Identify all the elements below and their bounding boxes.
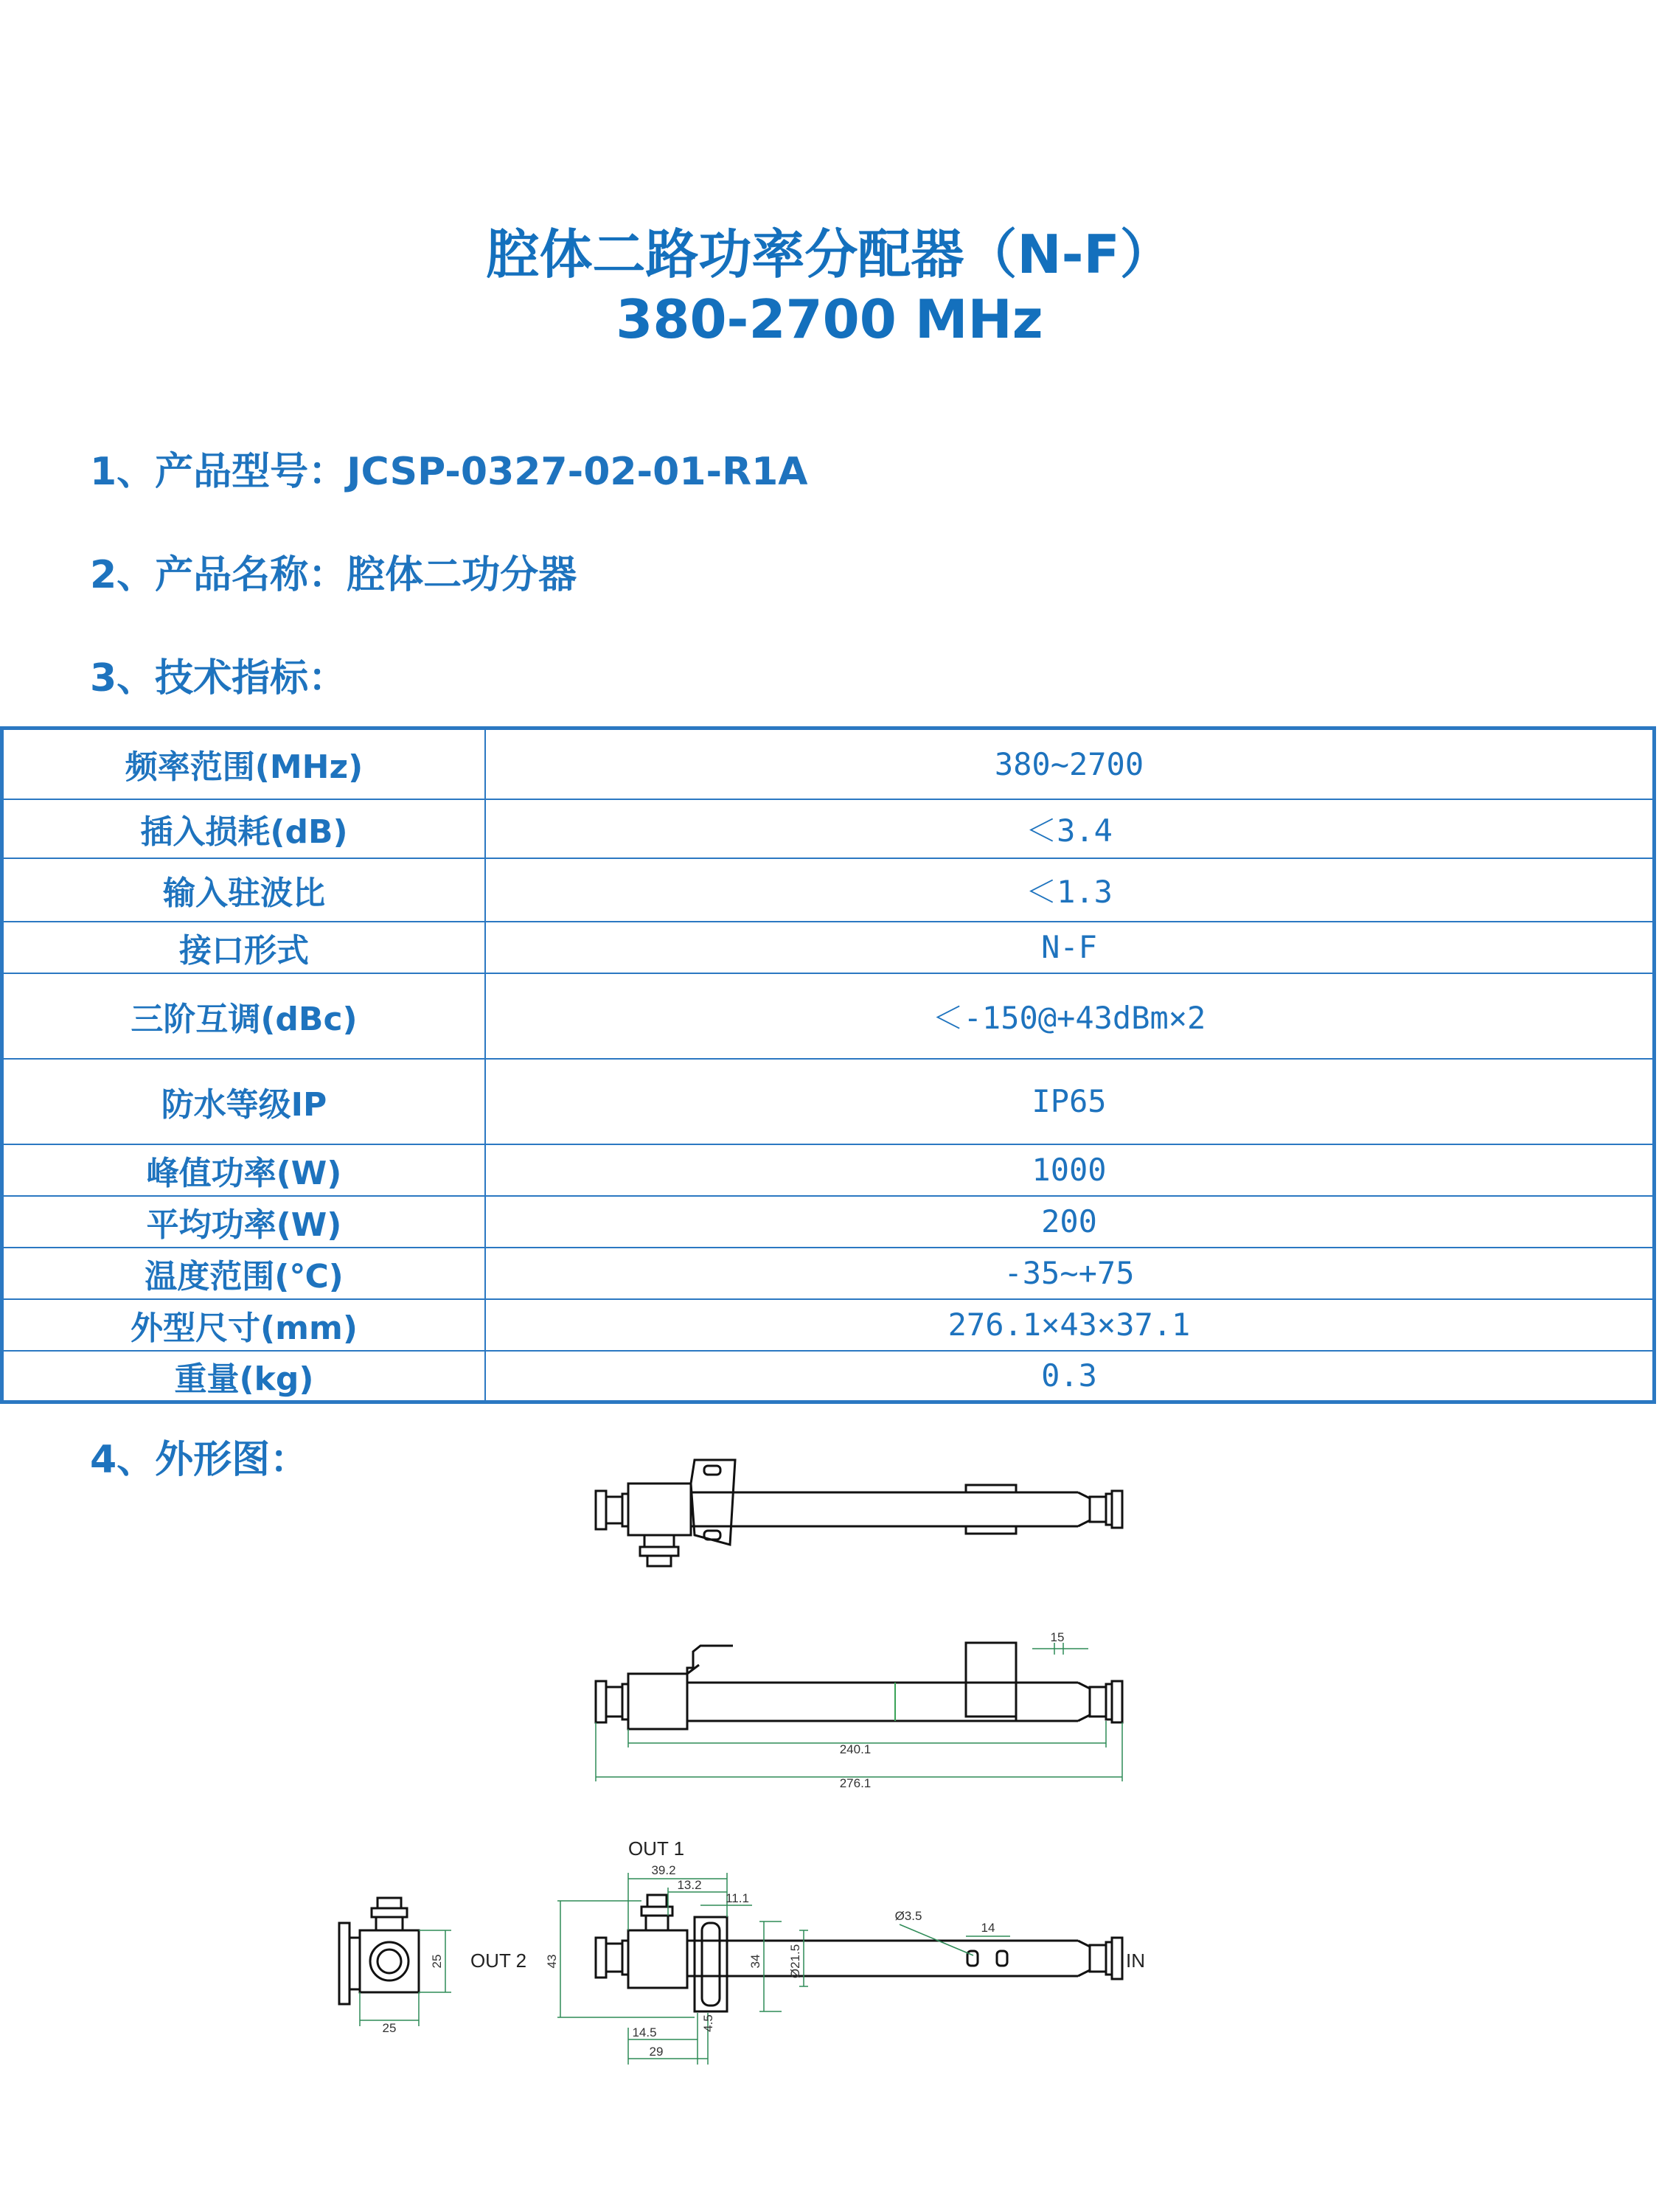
spec-value: 380~2700: [485, 728, 1655, 799]
spec-label: 插入损耗(dB): [2, 799, 486, 858]
spec-label: 温度范围(℃): [2, 1248, 486, 1299]
section-model: 1、产品型号：JCSP-0327-02-01-R1A: [90, 450, 808, 494]
spec-value: ＜1.3: [485, 858, 1655, 922]
section-specs: 3、技术指标：: [90, 656, 347, 700]
dim-43: 43: [545, 1954, 559, 1969]
dim-25-width: 25: [382, 2021, 397, 2035]
spec-value: N-F: [485, 922, 1655, 973]
dim-13-2: 13.2: [677, 1878, 702, 1892]
dim-39-2: 39.2: [651, 1863, 676, 1877]
label-out2: OUT 2: [470, 1950, 527, 1972]
spec-value: -35~+75: [485, 1248, 1655, 1299]
spec-value: 0.3: [485, 1351, 1655, 1402]
side-view: [596, 1643, 1122, 1729]
spec-label: 防水等级IP: [2, 1059, 486, 1144]
dim-25-height: 25: [430, 1954, 444, 1969]
spec-value: 1000: [485, 1144, 1655, 1196]
dim-21-5: Ø21.5: [788, 1944, 802, 1979]
dim-4-5: 4.5: [701, 2014, 715, 2032]
spec-value: ＜3.4: [485, 799, 1655, 858]
spec-label: 峰值功率(W): [2, 1144, 486, 1196]
spec-value: ＜-150@+43dBm×2: [485, 973, 1655, 1059]
dim-14-5: 14.5: [632, 2025, 657, 2039]
dim-dia-3-5: Ø3.5: [894, 1909, 922, 1923]
dim-240-1: 240.1: [839, 1742, 872, 1756]
spec-value: 200: [485, 1196, 1655, 1248]
dim-15: 15: [1050, 1630, 1065, 1644]
end-view: [339, 1898, 419, 2004]
spec-label: 重量(kg): [2, 1351, 486, 1402]
spec-label: 三阶互调(dBc): [2, 973, 486, 1059]
label-in: IN: [1126, 1950, 1145, 1972]
spec-label: 外型尺寸(mm): [2, 1299, 486, 1351]
section-outline: 4、外形图：: [90, 1438, 309, 1482]
spec-value: 276.1×43×37.1: [485, 1299, 1655, 1351]
spec-label: 接口形式: [2, 922, 486, 973]
dim-14: 14: [981, 1921, 995, 1935]
dim-276-1: 276.1: [839, 1776, 872, 1790]
spec-label: 频率范围(MHz): [2, 728, 486, 799]
top-view: [596, 1460, 1122, 1566]
spec-label: 平均功率(W): [2, 1196, 486, 1248]
label-out1: OUT 1: [627, 1837, 685, 1860]
spec-value: IP65: [485, 1059, 1655, 1144]
page-title: 腔体二路功率分配器（N-F）: [486, 223, 1173, 285]
dim-11-1: 11.1: [726, 1891, 749, 1905]
spec-label: 输入驻波比: [2, 858, 486, 922]
section-name: 2、产品名称：腔体二功分器: [90, 553, 577, 597]
front-view: [596, 1895, 1122, 2011]
page-subtitle: 380-2700 MHz: [616, 288, 1043, 350]
dim-29: 29: [649, 2045, 664, 2059]
dim-34: 34: [748, 1954, 762, 1969]
